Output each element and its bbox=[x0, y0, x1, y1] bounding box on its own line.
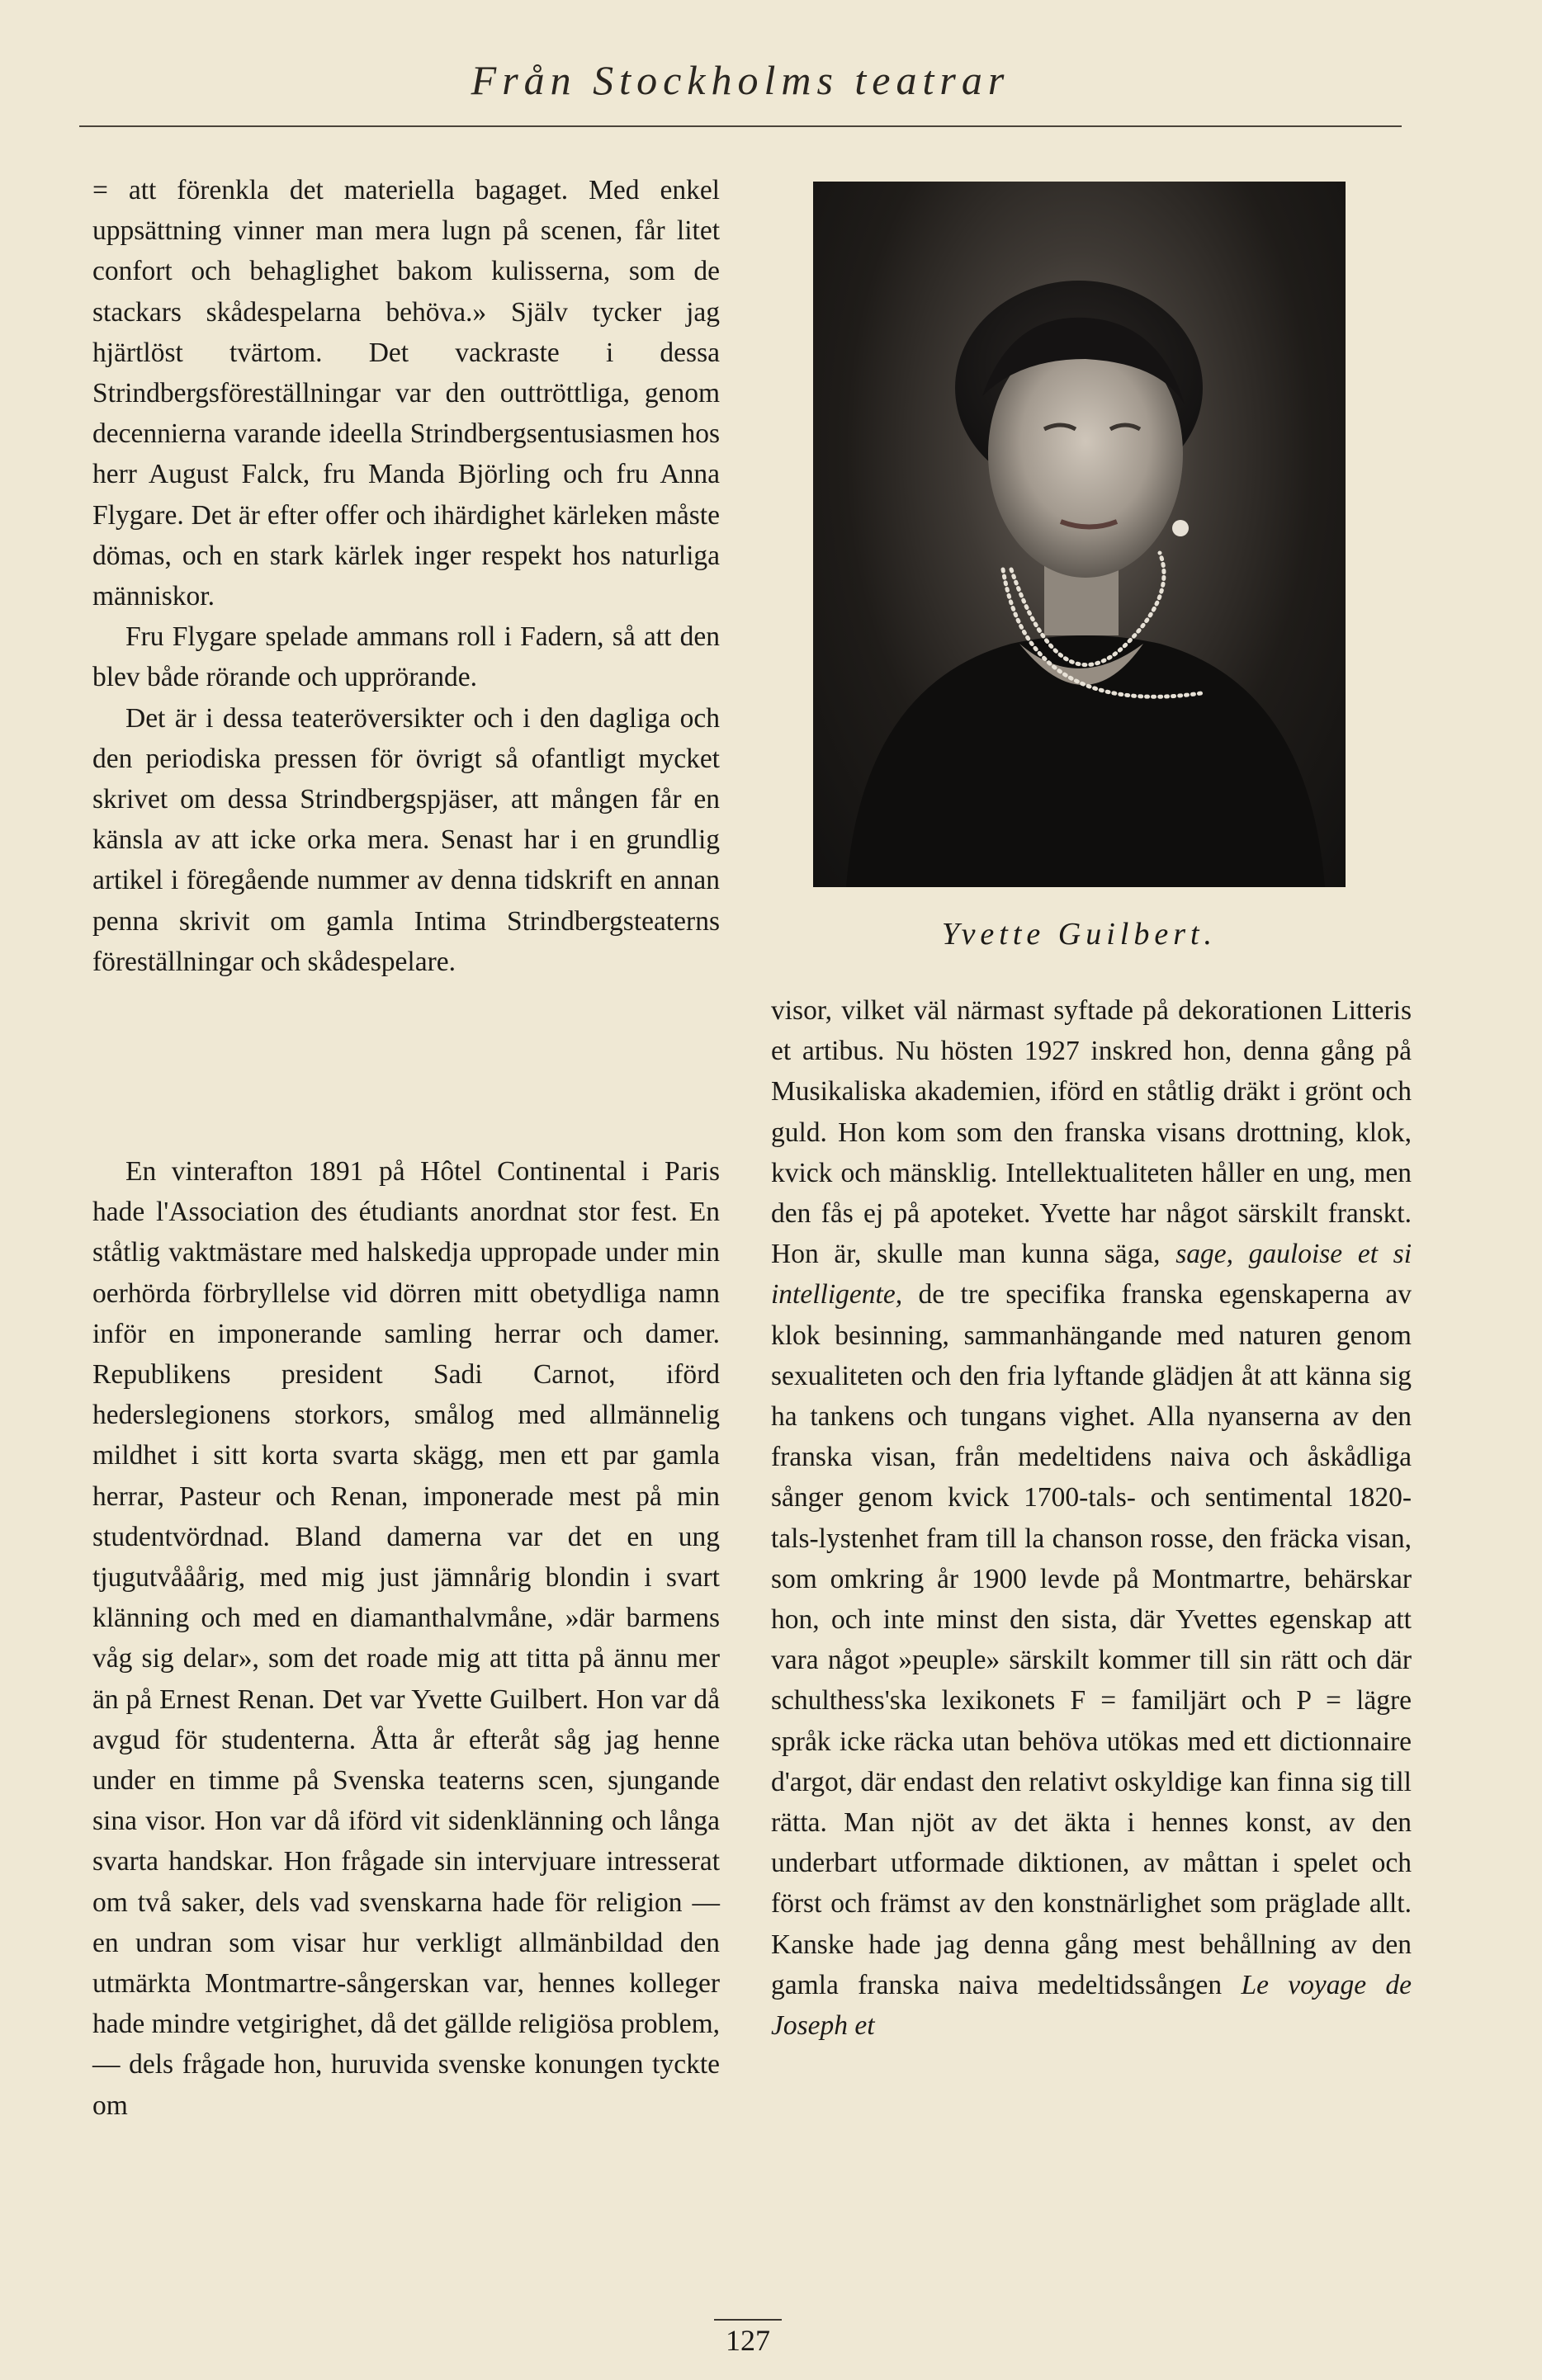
right-column bbox=[771, 990, 1412, 2046]
running-header: Från Stockholms teatrar bbox=[471, 57, 1010, 103]
portrait-illustration bbox=[813, 182, 1346, 887]
paragraph: Det är i dessa teateröversikter och i den dagliga och den periodiska pressen för övrigt så ofantligt mycket skrivet om dessa Strindbergspjäser, att mången får en känsla av att icke orka mera. Senast har i en grundlig artikel i föregående nummer av denna tidskrift en annan penna skrivit om gamla Intima Strindbergsteaterns föreställningar och skådespelare. bbox=[92, 702, 720, 977]
paragraph: = att förenkla det materiella bagaget. Med enkel uppsättning vinner man mera lugn på scenen, får litet confort och behaglighet bakom kulisserna, som de stackars skådespelarna behöva.» Själv tycker jag hjärtlöst tvärtom. Det vackraste i dessa Strindbergsföreställningar var den outtröttliga, genom decennierna varande ideella Strindbergsentusiasmen hos herr August Falck, fru Manda Björling och fru Anna Flygare. Det är efter offer och ihärdighet kärleken måste dömas, och en stark kärlek inger respekt hos naturliga människor. bbox=[92, 175, 720, 612]
left-column-upper bbox=[92, 170, 720, 982]
paragraph: Fru Flygare spelade ammans roll i Fadern, så att den blev både rörande och upprörande. bbox=[92, 621, 720, 693]
paragraph: En vinterafton 1891 på Hôtel Continental i Paris hade l'Association des étudiants anordnat stor fest. En ståtlig vaktmästare med halskedja uppropade under min oerhörda förbryllelse vid dörren mitt obetydliga namn inför en imponerande samling herrar och damer. Republikens president Sadi Carnot, iförd hederslegionens storkors, smålog med allmännelig mildhet i sitt korta svarta skägg, men ett par gamla herrar, Pasteur och Renan, imponerade mest på min studentvördnad. Bland damerna var det en ung tjugutvååårig, med mig just jämnårig blondin i svart klänning och med en diamanthalvmåne, »där barmens våg sig delar», som det roade mig att titta på ännu mer än på Ernest Renan. Det var Yvette Guilbert. Hon var då avgud för studenterna. Åtta år efteråt såg jag henne under en timme på Svenska teaterns scen, sjungande sina visor. Hon var då iförd vit sidenklänning och långa svarta handskar. Hon frågade sin intervjuare intresserat om två saker, dels vad svenskarna hade för religion — en undran som visar hur verkligt allmänbildad den utmärkta Montmartre-sångerskan var, hennes kolleger hade mindre vetgirighet, då det gällde religiösa problem, — dels frågade hon, huruvida svenske konungen tyckte om bbox=[92, 1156, 721, 2121]
header-rule bbox=[79, 125, 1402, 127]
portrait-photo bbox=[813, 182, 1346, 887]
left-column-lower bbox=[92, 1151, 720, 2126]
text-run: de tre specifika franska egenskaperna av klok besinning, sammanhängande med naturen genom sexualiteten och den fria lyftande glädjen åt att känna sig ha tankens och tungans vighet. Alla nyanserna av den franska visan, från medeltidens naiva och åskådliga sånger genom kvick 1700-tals- och sentimental 1820-tals-lystenhet fram till la chanson rosse, den fräcka visan, som omkring år 1900 levde på Montmartre, behärskar hon, och inte minst den sista, där Yvettes egenskap att vara något »peuple» särskilt kommer till sin rätt och där schulthess'ska lexikonets F = familjärt och P = lägre språk icke räcka utan behöva utökas med ett dictionnaire d'argot, där endast den relativt oskyldige kan finna sig till rätta. Man njöt av det äkta i hennes konst, av den underbart utformade diktionen, av måttan i spelet och först och främst av den konstnärlighet som präglade allt. Kanske hade jag denna gång mest behållning av den gamla franska naiva medeltidssången bbox=[771, 1279, 1412, 2000]
text-run: visor, vilket väl närmast syftade på dekorationen Litteris et artibus. Nu hösten 1927 inskred hon, denna gång på Musikaliska akademien, iförd en ståtlig dräkt i grönt och guld. Hon kom som den franska visans drottning, klok, kvick och mänsklig. Intellektualiteten håller en ung, men den fås ej på apoteket. Yvette har något särskilt franskt. Hon är, skulle man kunna säga, bbox=[771, 995, 1412, 1270]
paragraph bbox=[771, 990, 1412, 2046]
italic-text: sage, gauloise et si intelligente, bbox=[771, 1239, 1412, 1310]
page-number: 127 bbox=[726, 2324, 770, 2357]
italic-text: Le voyage de Joseph et bbox=[771, 1969, 1412, 2042]
photo-caption: Yvette Guilbert. bbox=[941, 917, 1218, 952]
page-number-rule bbox=[714, 2319, 782, 2321]
